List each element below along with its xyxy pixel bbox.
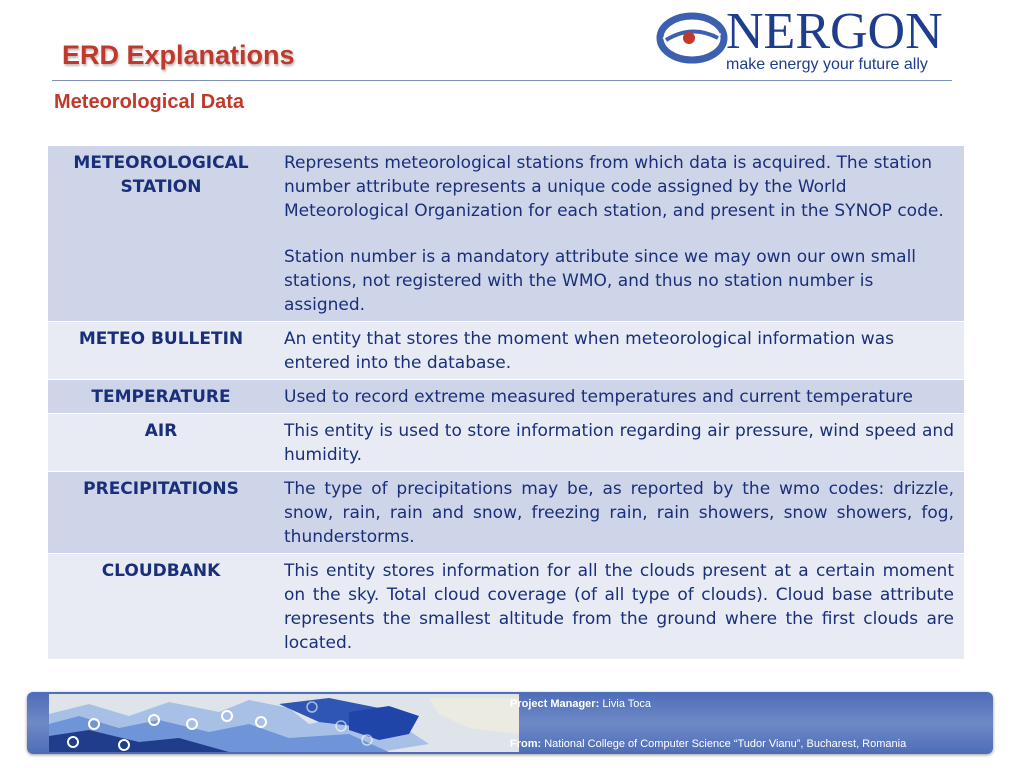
erd-table	[48, 146, 964, 660]
from-value: National College of Computer Science “Tudor Vianu”, Bucharest, Romania	[544, 738, 907, 750]
table-row	[48, 554, 964, 660]
entity-name: AIR	[48, 414, 274, 472]
title-divider	[52, 80, 952, 81]
description-text: Represents meteorological stations from which data is acquired. The station number attribute represents a unique code assigned by the World Meteorological Organization for each station, and present in the SYNOP code.	[284, 153, 944, 221]
project-manager-value: Livia Toca	[602, 698, 652, 710]
slide-subtitle: Meteorological Data	[54, 91, 245, 113]
table-row	[48, 472, 964, 554]
entity-name: METEO BULLETIN	[48, 322, 274, 380]
table-row	[48, 414, 964, 472]
logo-wordmark: NERGON	[726, 3, 943, 60]
entity-description: An entity that stores the moment when meteorological information was entered into the database.	[274, 322, 964, 380]
description-text-2: Station number is a mandatory attribute since we may own our own small stations, not registered with the WMO, and thus no station number is assigned.	[284, 247, 917, 315]
from-line	[510, 738, 906, 750]
slide-title: ERD Explanations	[62, 40, 295, 70]
entity-description: The type of precipitations may be, as reported by the wmo codes: drizzle, snow, rain, rain and snow, freezing rain, rain showers, snow showers, fog, thunderstorms.	[274, 472, 964, 554]
entity-name: METEOROLOGICAL STATION	[48, 146, 274, 322]
project-manager-label: Project Manager:	[510, 698, 600, 710]
entity-description	[274, 146, 964, 322]
entity-description: Used to record extreme measured temperatures and current temperature	[274, 380, 964, 414]
from-label: From:	[510, 738, 542, 750]
nergon-swirl-icon	[656, 10, 728, 66]
table-row	[48, 322, 964, 380]
table-row	[48, 380, 964, 414]
logo-tagline: make energy your future ally	[726, 56, 928, 73]
footer-banner	[27, 692, 993, 754]
entity-name: TEMPERATURE	[48, 380, 274, 414]
entity-name: CLOUDBANK	[48, 554, 274, 660]
map-image	[49, 694, 519, 752]
project-manager-line	[510, 698, 651, 710]
entity-description: This entity is used to store information regarding air pressure, wind speed and humidity.	[274, 414, 964, 472]
nergon-logo	[656, 3, 956, 78]
entity-name: PRECIPITATIONS	[48, 472, 274, 554]
table-row	[48, 146, 964, 322]
entity-description: This entity stores information for all the clouds present at a certain moment on the sky. Total cloud coverage (of all type of clouds). Cloud base attribute represents the smallest altitude from the ground where the first clouds are located.	[274, 554, 964, 660]
